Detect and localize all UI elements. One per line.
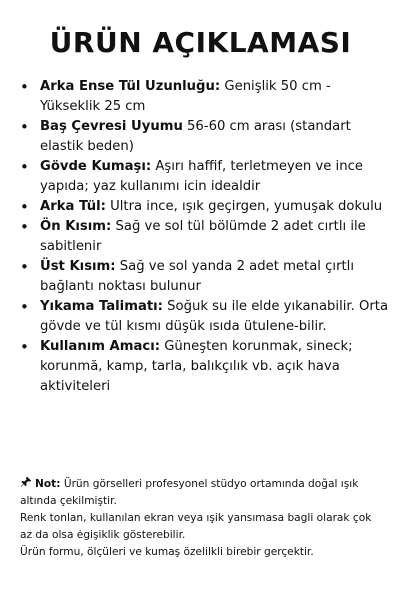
- bullet-icon: •: [20, 338, 29, 356]
- feature-item: [20, 297, 390, 337]
- feature-text: Sağ ve sol tül bölümde 2 adet cırtlı ile sabitlenir: [40, 219, 366, 254]
- feature-label: Yıkama Talimatı:: [40, 299, 163, 314]
- feature-item: [20, 197, 390, 217]
- feature-text: Soğuk su ile elde yıkanabilir. Orta gövde ve tül kısmı düşük ısıda ütulene-bilir.: [40, 299, 389, 334]
- bullet-icon: •: [20, 258, 29, 276]
- feature-text: 56-60 cm arası (standart elastik beden): [40, 119, 351, 154]
- feature-text: Güneşten korunmak, sineck; korunmă, kamp, tarla, balıkçılık vb. açık hava aktiviteleri: [40, 339, 353, 394]
- bullet-icon: •: [20, 198, 29, 216]
- feature-text: Ultra ince, ışık geçirgen, yumuşak dokulu: [105, 199, 383, 214]
- note-block: [20, 475, 382, 561]
- note-label: Not:: [35, 478, 61, 490]
- feature-text: Aşırı haffif, terletmeyen ve ince yapıda; yaz kullanımı icin idealdir: [40, 159, 363, 194]
- bullet-icon: •: [20, 158, 29, 176]
- feature-text: Sağ ve sol yanda 2 adet metal çırtlı bağlantı noktası bulunur: [40, 259, 354, 294]
- feature-item: [20, 117, 390, 157]
- feature-label: Kullanım Amacı:: [40, 339, 161, 354]
- pin-icon: [20, 475, 32, 492]
- feature-item: [20, 257, 390, 297]
- feature-item: [20, 77, 390, 117]
- bullet-icon: •: [20, 218, 29, 236]
- feature-list: [20, 77, 390, 397]
- feature-label: Ön Kısım:: [40, 219, 112, 234]
- feature-label: Gövde Kumaşı:: [40, 159, 152, 174]
- feature-text: Genişlik 50 cm - Yükseklik 25 cm: [40, 79, 331, 114]
- feature-label: Baş Çevresi Uyumu: [40, 119, 183, 134]
- feature-item: [20, 217, 390, 257]
- page-title: ÜRÜN AÇIKLAMASI: [49, 26, 352, 59]
- feature-label: Üst Kısım:: [40, 259, 116, 274]
- note-line-1: [20, 475, 382, 510]
- feature-label: Arka Tül:: [40, 199, 106, 214]
- note-text: Ürün görselleri profesyonel stüdyo ortamında doğal ışık altında çekilmiştir.: [20, 478, 359, 507]
- note-line-3: Ürün formu, ölçüleri ve kumaş özelilkli birebir gerçektir.: [20, 546, 314, 558]
- bullet-icon: •: [20, 78, 29, 96]
- feature-item: [20, 337, 390, 397]
- feature-label: Arka Ense Tül Uzunluğu:: [40, 79, 221, 94]
- bullet-icon: •: [20, 118, 29, 136]
- bullet-icon: •: [20, 298, 29, 316]
- note-line-2: Renk tonlan, kullanılan ekran veya ışik yansımasa bagli olarak çok az da olsa ėgişiklik gösterebilir.: [20, 512, 372, 541]
- feature-item: [20, 157, 390, 197]
